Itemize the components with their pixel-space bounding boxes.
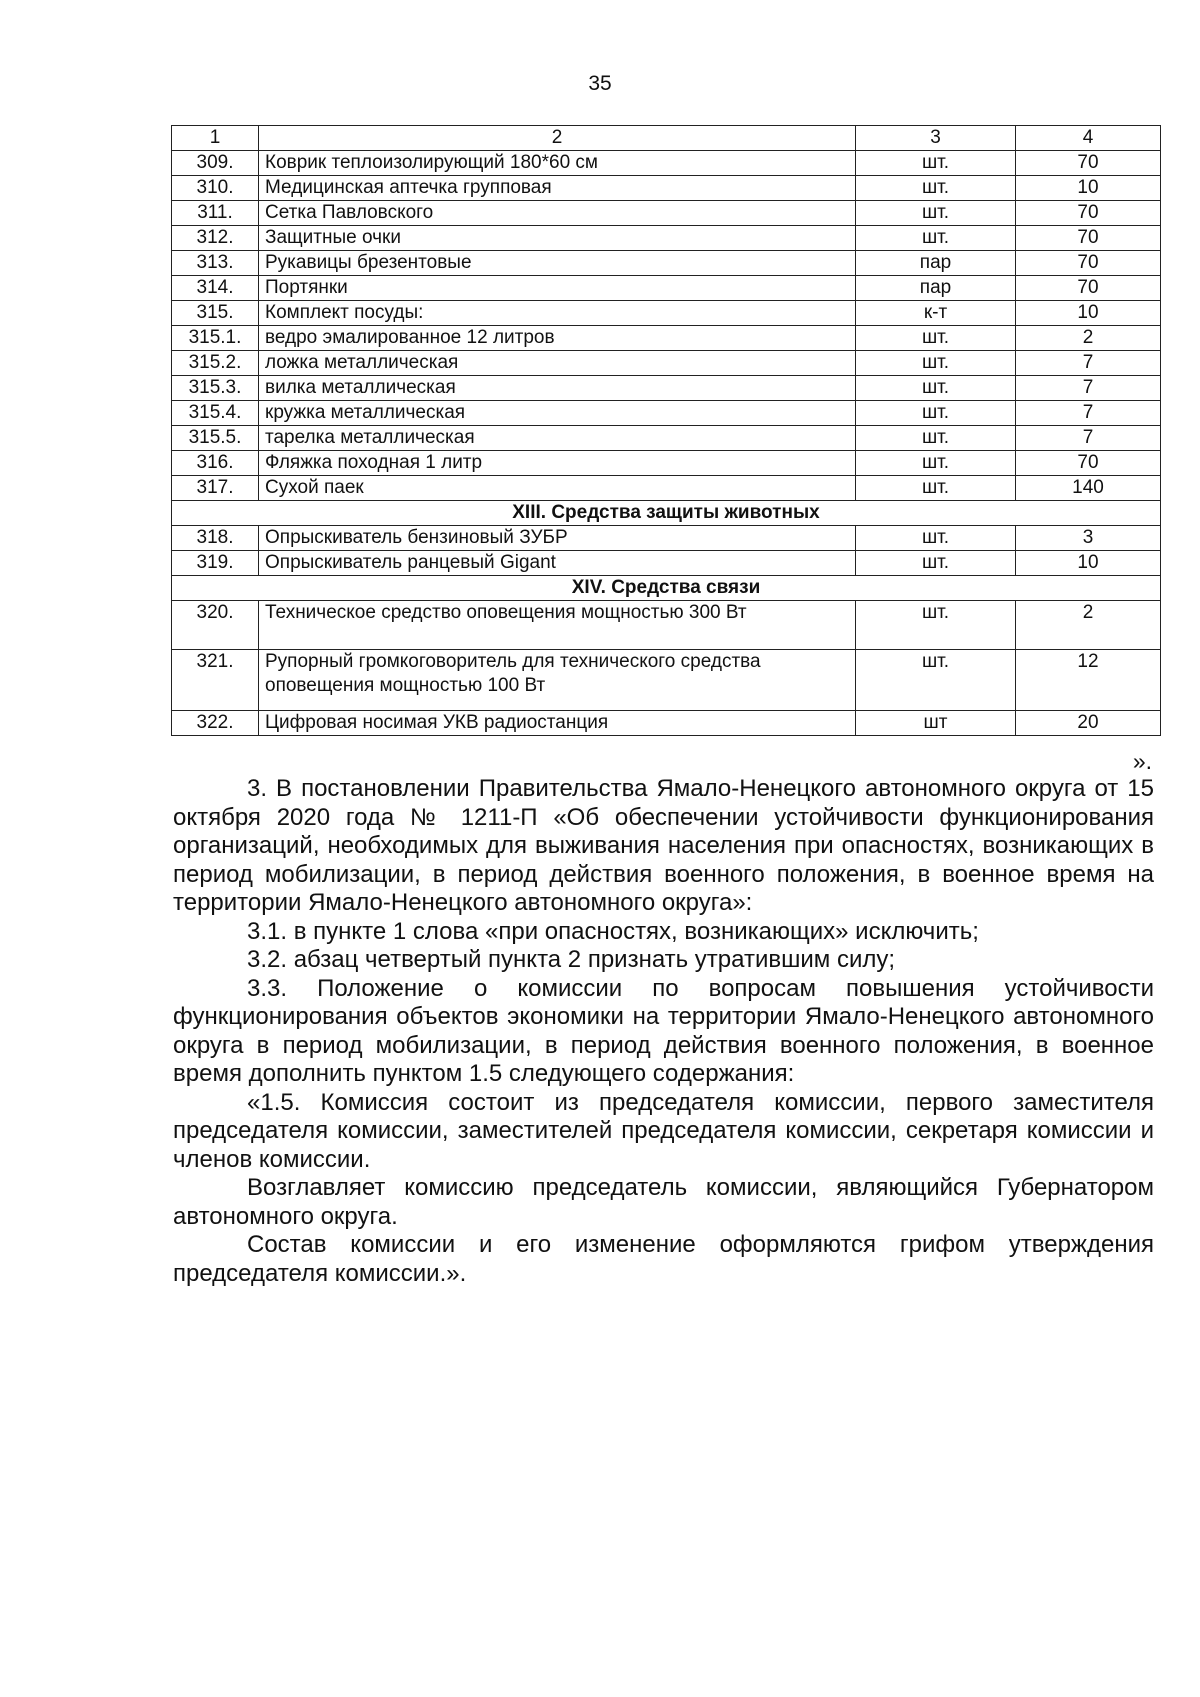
unit-of-measure: шт. xyxy=(856,476,1016,501)
quantity: 10 xyxy=(1016,551,1161,576)
item-name: ведро эмалированное 12 литров xyxy=(259,326,856,351)
table-row xyxy=(172,711,1161,736)
equipment-table xyxy=(171,125,1161,736)
quantity: 7 xyxy=(1016,351,1161,376)
item-name: тарелка металлическая xyxy=(259,426,856,451)
unit-of-measure: шт. xyxy=(856,401,1016,426)
section-title: XIII. Средства защиты животных xyxy=(172,501,1161,526)
table-row xyxy=(172,276,1161,301)
equipment-table-body xyxy=(172,126,1161,736)
item-name: Сухой паек xyxy=(259,476,856,501)
quantity: 70 xyxy=(1016,451,1161,476)
quantity: 140 xyxy=(1016,476,1161,501)
row-number: 314. xyxy=(172,276,259,301)
quantity: 70 xyxy=(1016,201,1161,226)
table-row xyxy=(172,151,1161,176)
unit-of-measure: шт. xyxy=(856,201,1016,226)
row-number: 315.1. xyxy=(172,326,259,351)
item-name: Фляжка походная 1 литр xyxy=(259,451,856,476)
item-name: Медицинская аптечка групповая xyxy=(259,176,856,201)
row-number: 317. xyxy=(172,476,259,501)
quantity: 70 xyxy=(1016,151,1161,176)
quantity: 7 xyxy=(1016,401,1161,426)
paragraph: 3.3. Положение о комиссии по вопросам повышения устойчивости функционирования объектов экономики на территории Ямало-Ненецкого автономного округа в период мобилизации, в период действия военного положения, в военное время дополнить пунктом 1.5 следующего содержания: xyxy=(173,974,1154,1087)
column-header-3: 3 xyxy=(856,126,1016,151)
quantity: 12 xyxy=(1016,650,1161,711)
unit-of-measure: шт. xyxy=(856,376,1016,401)
item-name: Защитные очки xyxy=(259,226,856,251)
unit-of-measure: шт. xyxy=(856,351,1016,376)
table-row xyxy=(172,601,1161,650)
row-number: 315.5. xyxy=(172,426,259,451)
paragraph: 3.2. абзац четвертый пункта 2 признать утратившим силу; xyxy=(247,946,896,973)
quantity: 7 xyxy=(1016,426,1161,451)
paragraph: 3. В постановлении Правительства Ямало-Ненецкого автономного округа от 15 октября 2020 года № 1211-П «Об обеспечении устойчивости функционирования организаций, необходимых для выживания населения при опасностях, возникающих в период мобилизации, в период действия военного положения, в военное время на территории Ямало-Ненецкого автономного округа»: xyxy=(173,775,1154,916)
row-number: 315.3. xyxy=(172,376,259,401)
unit-of-measure: шт. xyxy=(856,526,1016,551)
table-row xyxy=(172,226,1161,251)
closing-quote: ». xyxy=(1132,748,1152,774)
item-name: Комплект посуды: xyxy=(259,301,856,326)
item-name: Опрыскиватель ранцевый Gigant xyxy=(259,551,856,576)
quantity: 7 xyxy=(1016,376,1161,401)
amendment-text xyxy=(173,775,1154,1288)
unit-of-measure: шт. xyxy=(856,551,1016,576)
row-number: 322. xyxy=(172,711,259,736)
table-row xyxy=(172,551,1161,576)
unit-of-measure: шт. xyxy=(856,226,1016,251)
paragraph: «1.5. Комиссия состоит из председателя комиссии, первого заместителя председателя комиссии, заместителей председателя комиссии, секретаря комиссии и членов комиссии. xyxy=(173,1088,1154,1173)
quantity: 70 xyxy=(1016,251,1161,276)
paragraph: Возглавляет комиссию председатель комиссии, являющийся Губернатором автономного округа. xyxy=(173,1174,1154,1230)
item-name: Портянки xyxy=(259,276,856,301)
row-number: 316. xyxy=(172,451,259,476)
page-number: 35 xyxy=(588,72,612,95)
unit-of-measure: шт. xyxy=(856,176,1016,201)
unit-of-measure: шт. xyxy=(856,426,1016,451)
unit-of-measure: шт. xyxy=(856,650,1016,711)
paragraph: 3.1. в пункте 1 слова «при опасностях, возникающих» исключить; xyxy=(247,917,979,945)
table-row xyxy=(172,351,1161,376)
row-number: 313. xyxy=(172,251,259,276)
row-number: 315.2. xyxy=(172,351,259,376)
item-name: Цифровая носимая УКВ радиостанция xyxy=(259,711,856,736)
quantity: 10 xyxy=(1016,176,1161,201)
paragraph: Состав комиссии и его изменение оформляются грифом утверждения председателя комиссии.». xyxy=(173,1231,1154,1287)
row-number: 320. xyxy=(172,601,259,650)
unit-of-measure: шт xyxy=(856,711,1016,736)
unit-of-measure: шт. xyxy=(856,601,1016,650)
quantity: 2 xyxy=(1016,326,1161,351)
table-row xyxy=(172,650,1161,711)
quantity: 70 xyxy=(1016,276,1161,301)
table-row xyxy=(172,476,1161,501)
row-number: 318. xyxy=(172,526,259,551)
quantity: 3 xyxy=(1016,526,1161,551)
table-row xyxy=(172,526,1161,551)
table-row xyxy=(172,176,1161,201)
section-title: XIV. Средства связи xyxy=(172,576,1161,601)
unit-of-measure: пар xyxy=(856,251,1016,276)
table-row xyxy=(172,201,1161,226)
table-row xyxy=(172,301,1161,326)
item-name: Техническое средство оповещения мощностью 300 Вт xyxy=(259,601,856,650)
item-name: вилка металлическая xyxy=(259,376,856,401)
item-name: Рупорный громкоговоритель для технического средства оповещения мощностью 100 Вт xyxy=(259,650,856,711)
row-number: 311. xyxy=(172,201,259,226)
unit-of-measure: к-т xyxy=(856,301,1016,326)
item-name: Рукавицы брезентовые xyxy=(259,251,856,276)
table-row xyxy=(172,376,1161,401)
unit-of-measure: шт. xyxy=(856,326,1016,351)
row-number: 309. xyxy=(172,151,259,176)
item-name: Опрыскиватель бензиновый ЗУБР xyxy=(259,526,856,551)
item-name: кружка металлическая xyxy=(259,401,856,426)
quantity: 70 xyxy=(1016,226,1161,251)
row-number: 312. xyxy=(172,226,259,251)
section-header-row xyxy=(172,576,1161,601)
table-header-row xyxy=(172,126,1161,151)
row-number: 321. xyxy=(172,650,259,711)
item-name: ложка металлическая xyxy=(259,351,856,376)
row-number: 319. xyxy=(172,551,259,576)
table-row xyxy=(172,401,1161,426)
unit-of-measure: пар xyxy=(856,276,1016,301)
unit-of-measure: шт. xyxy=(856,451,1016,476)
table-row xyxy=(172,451,1161,476)
row-number: 315. xyxy=(172,301,259,326)
table-row xyxy=(172,426,1161,451)
quantity: 2 xyxy=(1016,601,1161,650)
item-name: Коврик теплоизолирующий 180*60 см xyxy=(259,151,856,176)
item-name: Сетка Павловского xyxy=(259,201,856,226)
section-header-row xyxy=(172,501,1161,526)
quantity: 20 xyxy=(1016,711,1161,736)
table-row xyxy=(172,326,1161,351)
unit-of-measure: шт. xyxy=(856,151,1016,176)
quantity: 10 xyxy=(1016,301,1161,326)
row-number: 310. xyxy=(172,176,259,201)
table-row xyxy=(172,251,1161,276)
column-header-2: 2 xyxy=(259,126,856,151)
column-header-4: 4 xyxy=(1016,126,1161,151)
column-header-1: 1 xyxy=(172,126,259,151)
row-number: 315.4. xyxy=(172,401,259,426)
